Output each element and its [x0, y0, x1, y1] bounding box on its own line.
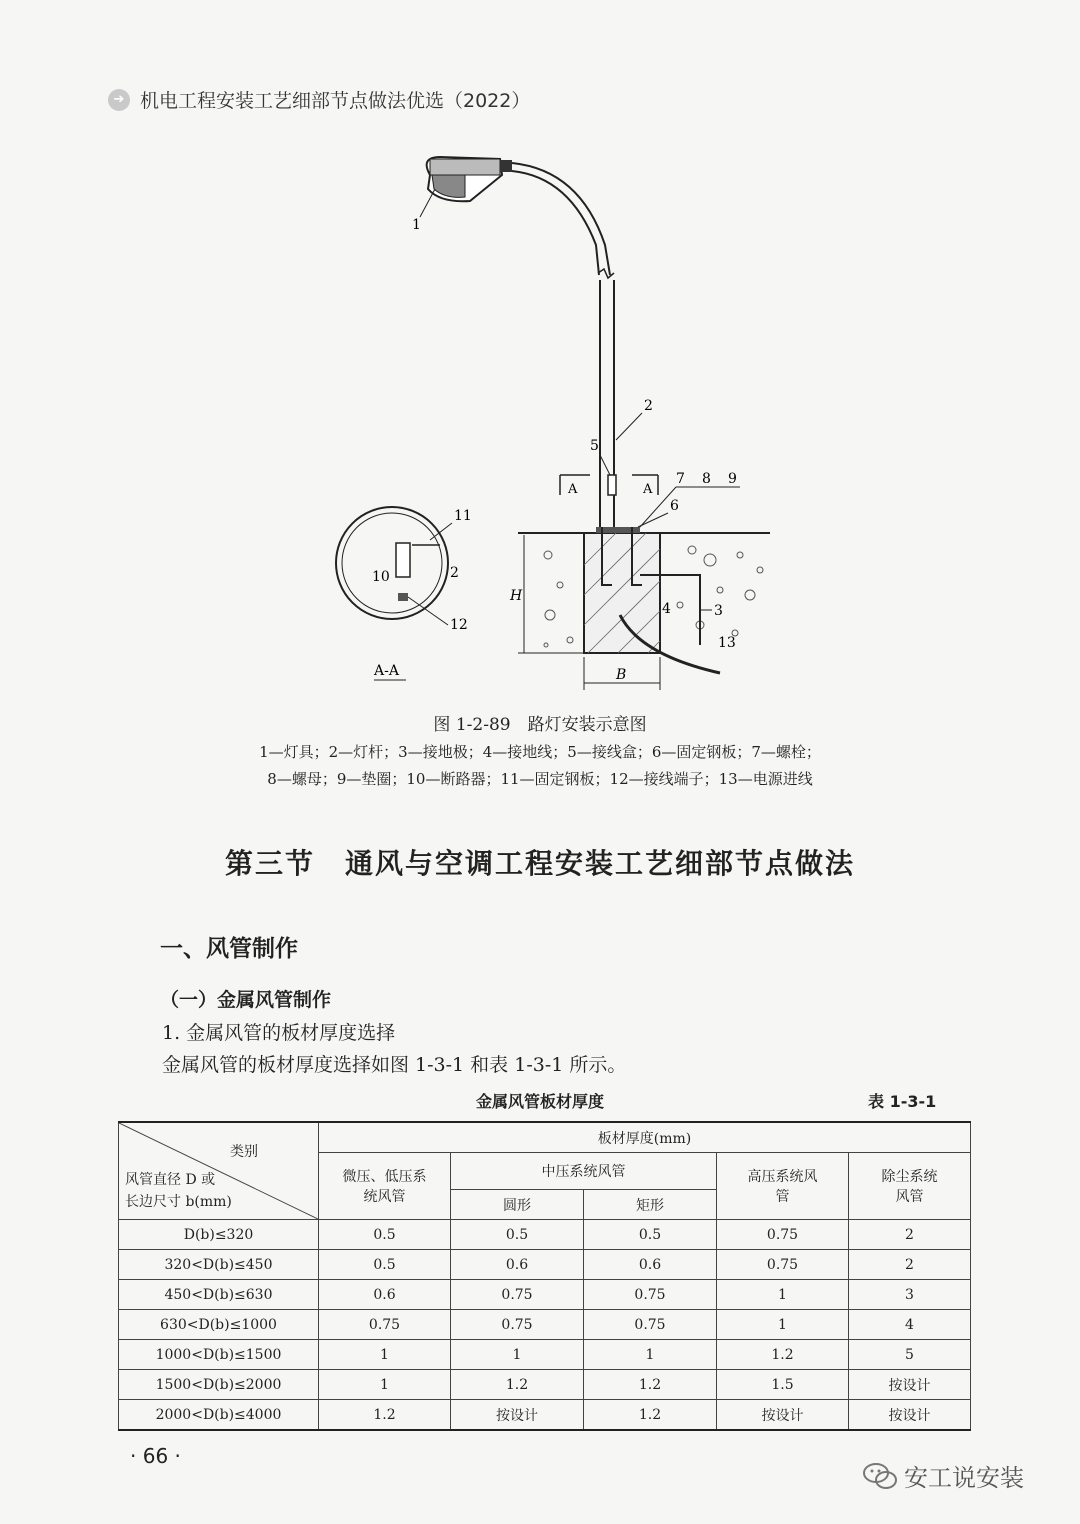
row-range: 1000<D(b)≤1500	[119, 1340, 319, 1370]
row-range: 1500<D(b)≤2000	[119, 1370, 319, 1400]
cell: 0.75	[584, 1280, 717, 1310]
cell: 1	[319, 1340, 451, 1370]
label-3: 3	[714, 603, 723, 619]
cell: 1.2	[584, 1400, 717, 1431]
col-header-high: 高压系统风管	[717, 1153, 849, 1220]
cell: 1	[451, 1340, 584, 1370]
cell: 1.5	[717, 1370, 849, 1400]
label-7: 7	[676, 471, 685, 487]
cell: 1.2	[717, 1340, 849, 1370]
label-10: 10	[372, 569, 390, 585]
heading-level1: 一、风管制作	[160, 936, 298, 962]
label-12: 12	[450, 617, 468, 633]
corner-bottom-label	[125, 1169, 232, 1213]
cell: 按设计	[849, 1370, 971, 1400]
cell: 按设计	[849, 1400, 971, 1431]
col-header-dust: 除尘系统风管	[849, 1153, 971, 1220]
table-number: 表 1-3-1	[868, 1092, 937, 1111]
label-8: 8	[702, 471, 711, 487]
label-11: 11	[454, 508, 472, 524]
label-1: 1	[412, 217, 421, 233]
figure-legend-line2: 8—螺母；9—垫圈；10—断路器；11—固定钢板；12—接线端子；13—电源进线	[267, 770, 813, 788]
cell: 2	[849, 1250, 971, 1280]
page-number: · 66 ·	[130, 1444, 181, 1468]
cell: 1.2	[584, 1370, 717, 1400]
section-mark-a-right: A	[643, 482, 653, 497]
cell: 0.75	[717, 1250, 849, 1280]
thickness-table	[118, 1121, 971, 1431]
body-paragraph: 金属风管的板材厚度选择如图 1-3-1 和表 1-3-1 所示。	[162, 1054, 627, 1076]
arrow-icon: ➔	[108, 89, 130, 111]
corner-bottom-line2: 长边尺寸 b(mm)	[125, 1194, 232, 1210]
cell: 0.5	[451, 1220, 584, 1250]
label-2-section: 2	[450, 565, 459, 581]
col-header-mid-rect: 矩形	[584, 1190, 717, 1220]
book-title: 机电工程安装工艺细部节点做法优选（2022）	[140, 90, 531, 112]
dim-h-label: H	[510, 588, 523, 604]
cell: 0.75	[584, 1310, 717, 1340]
figure-caption: 图 1-2-89 路灯安装示意图	[433, 715, 647, 735]
cell: 1	[717, 1280, 849, 1310]
cell: 按设计	[717, 1400, 849, 1431]
row-range: 2000<D(b)≤4000	[119, 1400, 319, 1431]
table-row	[119, 1370, 971, 1400]
watermark-text: 安工说安装	[904, 1464, 1024, 1492]
cell: 0.6	[451, 1250, 584, 1280]
heading-level2: （一）金属风管制作	[160, 989, 332, 1011]
col-header-mid-round: 圆形	[451, 1190, 584, 1220]
cell: 1.2	[319, 1400, 451, 1431]
lamp-head	[427, 157, 512, 201]
col-header-mid: 中压系统风管	[451, 1153, 717, 1190]
table-row	[119, 1340, 971, 1370]
table-row	[119, 1220, 971, 1250]
watermark	[862, 1458, 1024, 1493]
cell: 0.5	[319, 1220, 451, 1250]
table-row	[119, 1400, 971, 1431]
row-range: 320<D(b)≤450	[119, 1250, 319, 1280]
cell: 5	[849, 1340, 971, 1370]
cell: 0.5	[319, 1250, 451, 1280]
label-6: 6	[670, 498, 679, 514]
cell: 0.5	[584, 1220, 717, 1250]
section-a-a	[336, 507, 448, 619]
cell: 1	[319, 1370, 451, 1400]
section-mark-a-left: A	[568, 482, 578, 497]
cell: 0.6	[584, 1250, 717, 1280]
cell: 0.75	[451, 1280, 584, 1310]
table-row	[119, 1280, 971, 1310]
street-lamp-figure	[320, 145, 780, 705]
label-2: 2	[644, 398, 653, 414]
label-4: 4	[662, 601, 671, 617]
cell: 2	[849, 1220, 971, 1250]
cell: 3	[849, 1280, 971, 1310]
running-header	[108, 86, 530, 113]
cell: 0.75	[717, 1220, 849, 1250]
cell: 1.2	[451, 1370, 584, 1400]
foundation	[584, 533, 660, 653]
cell: 按设计	[451, 1400, 584, 1431]
label-5: 5	[590, 438, 599, 454]
cell: 0.75	[319, 1310, 451, 1340]
group-header: 板材厚度(mm)	[319, 1122, 971, 1153]
figure-legend-line1: 1—灯具；2—灯杆；3—接地极；4—接地线；5—接线盒；6—固定钢板；7—螺栓；	[259, 743, 821, 761]
cell: 0.75	[451, 1310, 584, 1340]
label-9: 9	[728, 471, 737, 487]
heading-level3: 1. 金属风管的板材厚度选择	[162, 1022, 396, 1044]
section-aa-label: A-A	[374, 663, 399, 679]
col-header-low: 微压、低压系统风管	[319, 1153, 451, 1220]
cell: 1	[717, 1310, 849, 1340]
corner-bottom-line1: 风管直径 D 或	[125, 1172, 216, 1188]
cell: 0.6	[319, 1280, 451, 1310]
row-range: 450<D(b)≤630	[119, 1280, 319, 1310]
street-lamp-diagram	[320, 145, 780, 705]
section-title: 第三节 通风与空调工程安装工艺细部节点做法	[224, 847, 855, 880]
table-corner-cell	[119, 1122, 319, 1220]
table-row	[119, 1310, 971, 1340]
table-row	[119, 1250, 971, 1280]
row-range: D(b)≤320	[119, 1220, 319, 1250]
cell: 1	[584, 1340, 717, 1370]
dim-b-label: B	[616, 667, 627, 683]
label-13: 13	[718, 635, 736, 651]
cell: 4	[849, 1310, 971, 1340]
row-range: 630<D(b)≤1000	[119, 1310, 319, 1340]
table-title: 金属风管板材厚度	[475, 1092, 604, 1111]
corner-top-label: 类别	[230, 1144, 258, 1160]
wechat-icon	[862, 1461, 898, 1491]
